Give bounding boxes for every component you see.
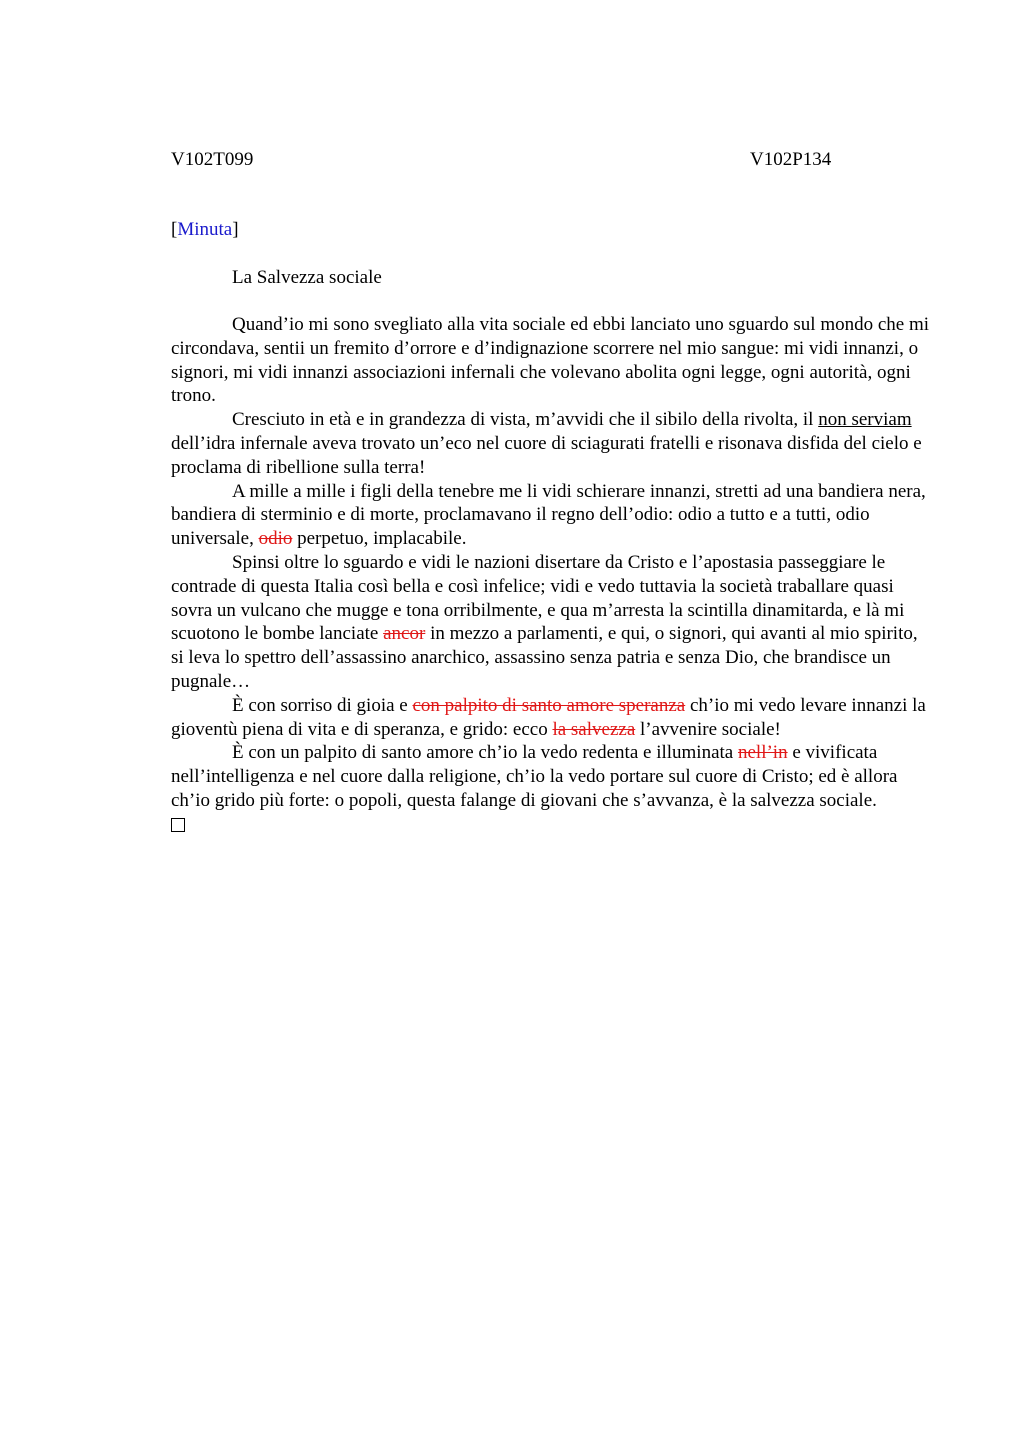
paragraph-2-text-a: Cresciuto in età e in grandezza di vista, m’avvidi che il sibilo della rivolta, il: [232, 409, 819, 431]
document-header: [171, 148, 931, 172]
deleted-word: nell’in: [737, 742, 788, 764]
paragraph-5-text-b: ch’io mi vedo levare innanzi la gioventù piena di vita e di speranza, e grido: ecco: [171, 694, 926, 740]
label-open-bracket: [: [171, 219, 178, 240]
document-body: [171, 313, 931, 839]
document-id-left: V102T099: [171, 149, 254, 170]
document-id-right: V102P134: [750, 149, 832, 170]
paragraph-6-text-b: e vivificata nell’intelligenza e nel cuore dalla religione, ch’io la vedo portare sul cuore di Cristo; ed è allora ch’io grido più forte: o popoli, questa falange di giovani che s’avvanza, è la salvezza sociale.: [171, 742, 898, 811]
paragraph-6: [171, 741, 931, 812]
deleted-word: ancor: [383, 623, 426, 645]
paragraph-2: [171, 408, 931, 479]
paragraph-4-text-a: Spinsi oltre lo sguardo e vidi le nazioni disertare da Cristo e l’apostasia passeggiare le contrade di questa Italia così bella e così infelice; vidi e vedo tuttavia la società traballare quasi sovra un vulcano che mugge e tona orribilmente, e qua m’arresta la scintilla dinamitarda, e là mi scuotono le bombe lanciate: [171, 551, 905, 645]
empty-square-icon: [171, 818, 185, 832]
paragraph-3-text-b: perpetuo, implacabile.: [292, 528, 467, 550]
deleted-word: odio: [258, 528, 293, 550]
document-page: [171, 148, 931, 811]
paragraph-4-text-b: in mezzo a parlamenti, e qui, o signori, qui avanti al mio spirito, si leva lo spettro dell’assassino anarchico, assassino senza patria e senza Dio, che brandisce un pugnale…: [171, 623, 918, 692]
paragraph-5-text-c: l’avvenire sociale!: [635, 718, 781, 740]
paragraph-2-text-b: dell’idra infernale aveva trovato un’eco nel cuore di sciagurati fratelli e risonava disfida del cielo e proclama di ribellione sulla terra!: [171, 432, 922, 478]
deleted-phrase: la salvezza: [552, 718, 636, 740]
label-close-bracket: ]: [232, 219, 239, 240]
paragraph-6-text-a: È con un palpito di santo amore ch’io la vedo redenta e illuminata: [232, 742, 738, 764]
document-title: La Salvezza sociale: [232, 267, 382, 288]
underlined-phrase: non serviam: [818, 409, 912, 431]
paragraph-4: [171, 551, 931, 694]
deleted-phrase: con palpito di santo amore speranza: [412, 694, 686, 716]
paragraph-1: [171, 313, 931, 408]
document-type-label: [171, 218, 239, 242]
paragraph-5: [171, 694, 931, 742]
end-mark: [171, 813, 931, 839]
paragraph-1-text: Quand’io mi sono svegliato alla vita sociale ed ebbi lanciato uno sguardo sul mondo che mi circondava, sentii un fremito d’orrore e d’indignazione scorrere nel mio sangue: mi vidi innanzi, o signori, mi vidi innanzi associazioni infernali che volevano abolita ogni legge, ogni autorità, ogni trono.: [171, 314, 930, 407]
paragraph-3: [171, 480, 931, 551]
paragraph-5-text-a: È con sorriso di gioia e: [232, 694, 413, 716]
label-minuta: Minuta: [177, 219, 233, 240]
paragraph-3-text-a: A mille a mille i figli della tenebre me li vidi schierare innanzi, stretti ad una bandiera nera, bandiera di sterminio e di morte, proclamavano il regno dell’odio: odio a tutto e a tutti, odio universale,: [171, 480, 926, 550]
